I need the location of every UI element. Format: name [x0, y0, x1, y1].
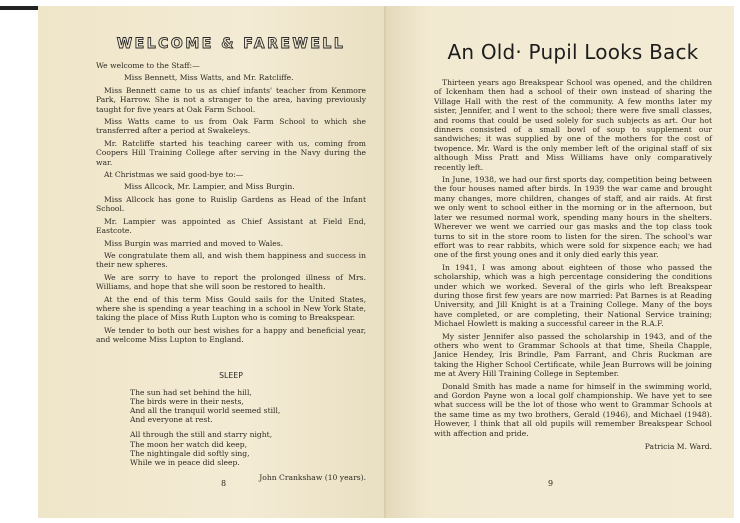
paragraph-scholarship-1941: In 1941, I was among about eighteen of those who passed the scholarship, which was a high percentage considering the conditions under which we worked. Several of the girls who left Breakspear during those first few years are now married: Pat Barnes is at Reading University, and Jill Knight is at a Training College. Many of the boys have completed, or are completing, their National Service training; Michael Howlett is making a successful career in the R.A.F.	[434, 262, 712, 329]
paragraph-opening: Thirteen years ago Breakspear School was opened, and the children of Ickenham then had a school of their own instead of sharing the Village Hall with the rest of the community. A few months later my sister, Jennifer, and I went to the school; there were five small classes, and rooms that could be used solely for such subjects as art. Our hot dinners consisted of a small bowl of soup to supplement our sandwiches; it was supplied by one of the mothers for the cost of twopence. Mr. Ward is the only member left of the original staff of six although Miss Pratt and Miss Williams have only comparatively recently left.	[434, 78, 712, 172]
paragraph-ratcliffe: Mr. Ratcliffe started his teaching career with us, coming from Coopers Hill Training College after serving in the Navy during the war.	[96, 138, 366, 167]
page-number-right: 9	[548, 479, 554, 488]
left-page	[38, 6, 386, 518]
welcome-farewell-title: WELCOME & FAREWELL	[116, 36, 346, 52]
poem-stanza-1	[96, 388, 366, 425]
poem-line: The sun had set behind the hill,	[130, 387, 252, 397]
paragraph-achievements: Donald Smith has made a name for himself in the swimming world, and Gordon Payne won a local golf championship. We have yet to see what success will be the lot of those who went to Grammar Schools at the same time as my two brothers, Gerald (1946), and Michael (1948). However, I think that all old pupils will remember Breakspear School with affection and pride.	[434, 381, 712, 438]
article-signature: Patricia M. Ward.	[644, 442, 712, 452]
paragraph-scholarship-1943: My sister Jennifer also passed the scholarship in 1943, and of the others who went to Grammar Schools at that time, Sheila Chapple, Janice Hendey, Iris Brindle, Pam Farrant, and Chris Ruckman are taking the Higher School Certificate, while Jean Burrows will be joining me at Avery Hill Training College in September.	[434, 331, 712, 379]
page-number-left: 8	[221, 479, 227, 488]
poem-line: And all the tranquil world seemed still,	[130, 405, 281, 415]
poem-title: SLEEP	[219, 370, 243, 380]
paragraph-bennett: Miss Bennett came to us as chief infants' teacher from Kenmore Park, Harrow. She is not a stranger to the area, having previously taught for five years at Oak Farm School.	[96, 85, 366, 114]
welcome-intro: We welcome to the Staff:—	[96, 61, 200, 70]
paragraph-gould: At the end of this term Miss Gould sails for the United States, where she is spending a year teaching in a school in New York State, taking the place of Miss Ruth Lupton who is coming to Breakspear.	[96, 294, 366, 323]
paragraph-watts: Miss Watts came to us from Oak Farm School to which she transferred after a period at Swakeleys.	[96, 117, 366, 136]
book-gutter	[384, 6, 388, 518]
goodbye-names: Miss Allcock, Mr. Lampier, and Miss Burgin.	[124, 182, 295, 192]
paragraph-tender: We tender to both our best wishes for a happy and beneficial year, and welcome Miss Lupton to England.	[96, 325, 366, 345]
right-page	[386, 6, 734, 518]
paragraph-allcock: Miss Allcock has gone to Ruislip Gardens as Head of the Infant School.	[96, 194, 366, 214]
paragraph-congrats: We congratulate them all, and wish them happiness and success in their new spheres.	[96, 250, 366, 270]
poem-author: John Crankshaw (10 years).	[259, 473, 366, 483]
poem-line: And everyone at rest.	[130, 415, 213, 425]
paragraph-burgin: Miss Burgin was married and moved to Wales.	[104, 238, 284, 248]
old-pupil-title: An Old· Pupil Looks Back	[447, 40, 699, 64]
poem-stanza-2	[96, 430, 366, 467]
poem-line: While we in peace did sleep.	[130, 457, 240, 467]
poem-line: The moon her watch did keep,	[130, 439, 248, 449]
goodbye-intro: At Christmas we said good-bye to:—	[104, 170, 244, 180]
paragraph-illness: We are sorry to have to report the prolonged illness of Mrs. Williams, and hope that she will soon be restored to health.	[96, 272, 366, 292]
poem-line: All through the still and starry night,	[130, 430, 273, 440]
paragraph-war-years: In June, 1938, we had our first sports day, competition being between the four houses named after birds. In 1939 the war came and brought many changes, more children, changes of staff, and air raids. At first we only went to school either in the morning or in the afternoon, but later we resumed normal work, spending many hours in the shelters. Wherever we went we carried our gas masks and the top class took turns to sit in the store room to listen for the siren. The school's war effort was to rear rabbits, which were sold for sixpence each; we had one of the first young ones and it only died early this year.	[434, 175, 712, 260]
welcome-names: Miss Bennett, Miss Watts, and Mr. Ratcliffe.	[124, 73, 294, 83]
poem-line: The nightingale did softly sing,	[130, 448, 250, 458]
paragraph-lampier: Mr. Lampier was appointed as Chief Assistant at Field End, Eastcote.	[96, 216, 366, 236]
scan-edge-bar	[0, 6, 38, 10]
poem-line: The birds were in their nests,	[130, 396, 244, 406]
